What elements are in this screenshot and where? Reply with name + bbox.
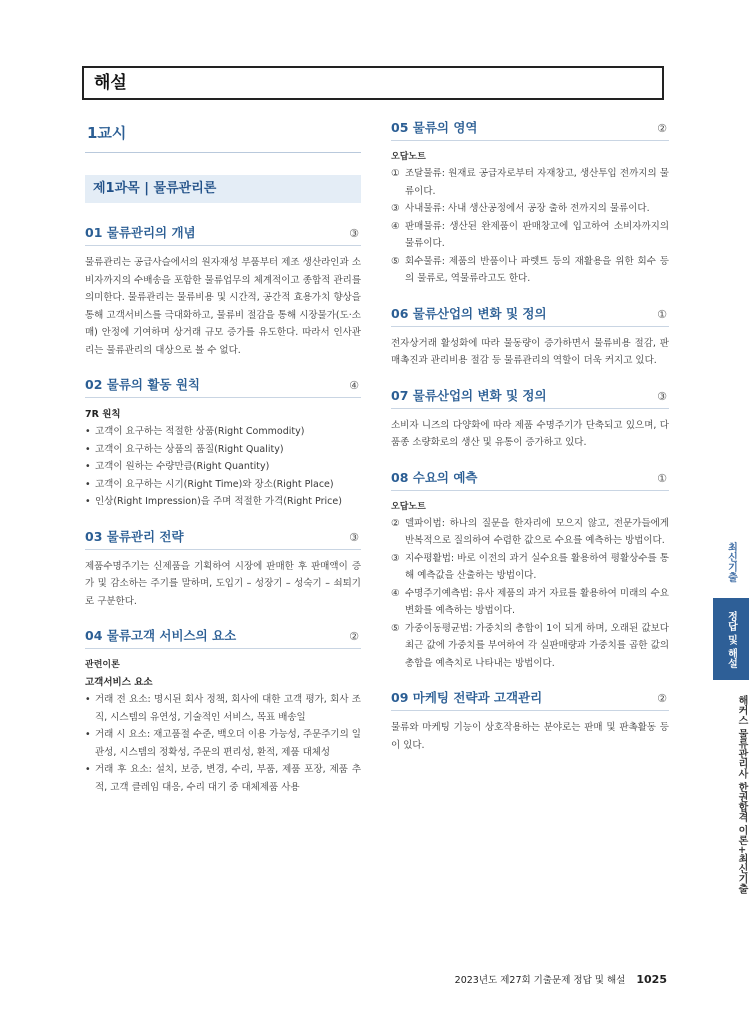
question-header	[85, 223, 361, 246]
question-header	[85, 626, 361, 649]
question-header	[391, 688, 669, 711]
wrong-answer-note-label: 오답노트	[391, 152, 426, 162]
answer-mark: ③	[349, 530, 359, 544]
list-item: ④ 판매물류: 생산된 완제품이 판매창고에 입고하여 소비자까지의 물류이다.	[391, 220, 669, 249]
list-item: • 거래 후 요소: 설치, 보증, 변경, 수리, 부품, 제품 포장, 제품 추적, 고객 클레임 대응, 수리 대기 중 대체제품 사용	[85, 761, 361, 796]
numbered-list	[391, 515, 669, 673]
list-item: • 고객이 원하는 수량만큼(Right Quantity)	[85, 458, 361, 476]
theory-subtitle: 고객서비스 요소	[85, 677, 153, 688]
page-number: 1025	[636, 973, 667, 986]
answer-mark: ④	[349, 379, 359, 392]
subject-title: 제1과목 | 물류관리론	[85, 175, 361, 203]
list-item: • 인상(Right Impression)을 주며 적절한 가격(Right Price)	[85, 493, 361, 511]
list-item: ③ 사내물류: 사내 생산공정에서 공장 출하 전까지의 물류이다.	[391, 203, 650, 214]
explanation-text: 전자상거래 활성화에 따라 물동량이 증가하면서 물류비용 절감, 판매촉진과 관리비용 절감 등 물류관리의 역할이 더욱 커지고 있다.	[391, 337, 669, 366]
explanation-text: 소비자 니즈의 다양화에 따라 제품 수명주기가 단축되고 있으며, 다품종 소량화로의 생산 및 유통이 증가하고 있다.	[391, 419, 669, 448]
list-item: ④ 수명주기예측법: 유사 제품의 과거 자료를 활용하여 미래의 수요 변화를 예측하는 방법이다.	[391, 587, 669, 616]
question-02	[85, 375, 361, 511]
wrong-answer-note-label: 오답노트	[391, 501, 426, 512]
side-tab-answers[interactable]: 정답 및 해설	[713, 598, 749, 680]
session-title: 1교시	[85, 118, 361, 153]
question-05	[391, 118, 669, 288]
page-footer	[455, 972, 667, 986]
question-07	[391, 386, 669, 452]
question-01	[85, 223, 361, 359]
question-title: 08 수요의 예측	[391, 469, 478, 485]
list-item: • 거래 전 요소: 명시된 회사 정책, 회사에 대한 고객 평가, 회사 조직, 시스템의 유연성, 기술적인 서비스, 목표 배송일	[85, 691, 361, 726]
question-header	[391, 304, 669, 327]
list-item: ⑤ 가중이동평균법: 가중치의 총합이 1이 되게 하며, 오래된 값보다 최근 값에 가중치를 부여하여 각 실판매량과 가중치를 곱한 값의 총합을 예측치로 나타내는 방법이다.	[391, 622, 669, 669]
list-item: ① 조달물류: 원재료 공급자로부터 자재창고, 생산투입 전까지의 물류이다.	[391, 168, 669, 197]
list-item: • 고객이 요구하는 상품의 품질(Right Quality)	[85, 441, 361, 459]
question-06	[391, 304, 669, 370]
left-column	[85, 118, 361, 796]
footer-text: 2023년도 제27회 기출문제 정답 및 해설	[454, 975, 626, 986]
question-header	[391, 386, 669, 409]
question-header	[85, 527, 361, 550]
list-item: • 거래 시 요소: 재고품절 수준, 백오더 이용 가능성, 주문주기의 일관성, 시스템의 정확성, 주문의 편리성, 환적, 제품 대체성	[85, 726, 361, 761]
bullet-list	[85, 423, 361, 511]
bullet-list	[85, 691, 361, 796]
question-header	[391, 468, 669, 491]
numbered-list	[391, 165, 669, 288]
answer-mark: ③	[657, 389, 667, 403]
question-09	[391, 688, 669, 754]
question-title: 07 물류산업의 변화 및 정의	[391, 387, 547, 403]
list-item: ② 델파이법: 하나의 질문을 한자리에 모으지 않고, 전문가들에게 반복적으로 질의하여 수렴한 값으로 수요를 예측하는 방법이다.	[391, 517, 669, 546]
explanation-text: 물류관리는 공급사슬에서의 원자재성 부품부터 제조 생산라인과 소비자까지의 수배송을 포함한 물류업무의 체계적이고 종합적 관리를 의미한다. 물류관리는 물류비용 및 시간적, 공간적 효용가치 향상을 통해 고객서비스를 극대화하고, 물류비 절감을 통해 시장물가(도·소매) 안정에 기여하며 상거래 규모 증가를 유도한다. 따라서 인사관리는 물류관리의 대상으로 볼 수 없다.	[85, 257, 361, 356]
question-title: 02 물류의 활동 원칙	[85, 377, 200, 392]
answer-mark: ①	[657, 471, 667, 485]
book-title: 해커스 물류관리사 한권합격 이론+최신기출	[736, 694, 747, 894]
right-column	[391, 118, 669, 754]
section-header: 해설	[82, 66, 664, 100]
question-title: 05 물류의 영역	[391, 120, 478, 135]
theory-label: 관련이론	[85, 660, 120, 670]
answer-mark: ③	[349, 227, 359, 240]
question-title: 06 물류산업의 변화 및 정의	[391, 305, 547, 321]
list-item: ⑤ 회수물류: 제품의 반품이나 파렛트 등의 재활용을 위한 회수 등의 물류로, 역물류라고도 한다.	[391, 255, 669, 284]
explanation-text: 물류와 마케팅 기능이 상호작용하는 분야로는 판매 및 판촉활동 등이 있다.	[391, 722, 669, 751]
answer-mark: ②	[349, 630, 359, 643]
question-title: 04 물류고객 서비스의 요소	[85, 628, 237, 643]
answer-mark: ①	[657, 307, 667, 321]
answer-mark: ②	[657, 692, 667, 705]
question-04	[85, 626, 361, 796]
answer-mark: ②	[657, 122, 667, 135]
list-item: • 고객이 요구하는 시기(Right Time)와 장소(Right Place)	[85, 476, 361, 494]
question-header	[85, 375, 361, 398]
explanation-text: 제품수명주기는 신제품을 기획하여 시장에 판매한 후 판매액이 증가 및 감소하는 주기를 말하며, 도입기 – 성장기 – 성숙기 – 쇠퇴기로 구분한다.	[85, 560, 361, 607]
question-header	[391, 118, 669, 141]
question-08	[391, 468, 669, 673]
question-03	[85, 527, 361, 611]
theory-subtitle: 7R 원칙	[85, 409, 121, 420]
question-title: 03 물류관리 전략	[85, 528, 184, 544]
side-tab-recent-exams[interactable]: 최신기출	[725, 542, 737, 582]
question-title: 01 물류관리의 개념	[85, 225, 196, 240]
list-item: ③ 지수평활법: 바로 이전의 과거 실수요를 활용하여 평활상수를 통해 예측값을 산출하는 방법이다.	[391, 552, 669, 581]
list-item: • 고객이 요구하는 적절한 상품(Right Commodity)	[85, 423, 361, 441]
question-title: 09 마케팅 전략과 고객관리	[391, 690, 543, 705]
